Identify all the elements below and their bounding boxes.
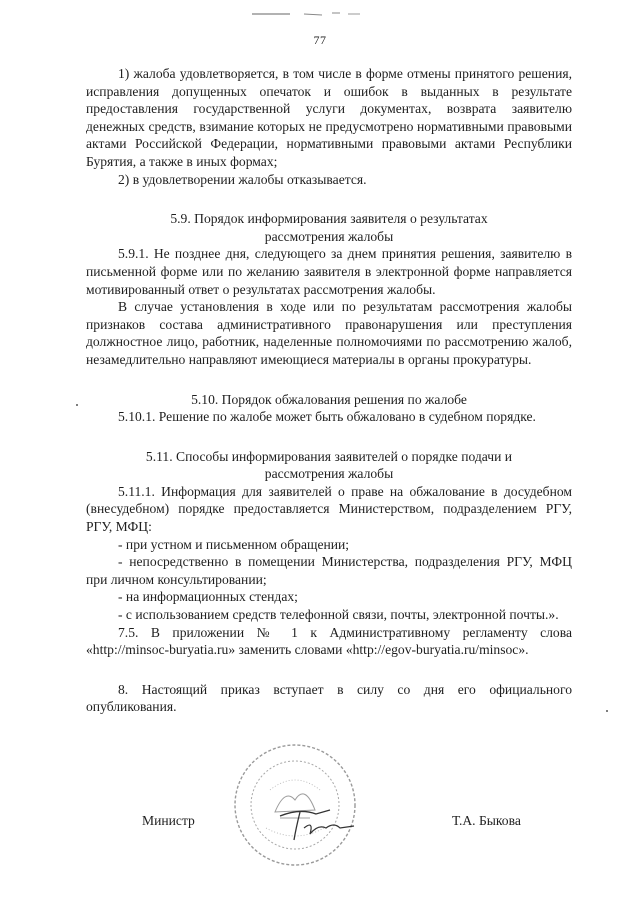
paragraph-8: 8. Настоящий приказ вступает в силу со дня его официального опубликования. bbox=[86, 681, 572, 715]
list-item: - на информационных стендах; bbox=[118, 589, 298, 605]
section-heading-5-10: 5.10. Порядок обжалования решения по жалобе bbox=[191, 391, 467, 407]
paragraph-5-9-1: 5.9.1. Не позднее дня, следующего за днем принятия решения, заявителю в письменной форме или по желанию заявителя в электронной форме направляется мотивированный ответ о результатах рассмотрения жалобы. bbox=[86, 246, 572, 297]
informing-methods-list bbox=[86, 536, 572, 659]
scan-top-marks bbox=[252, 10, 362, 18]
paragraph-5-11-1: 5.11.1. Информация для заявителей о праве на обжалование в досудебном (внесудебном) порядке предоставляется Министерством, подразделением РГУ, РГУ, МФЦ: bbox=[86, 483, 572, 535]
scan-speck bbox=[76, 404, 78, 406]
signature-block bbox=[0, 800, 640, 880]
signatory-title: Министр bbox=[142, 813, 195, 828]
list-item: 7.5. В приложении № 1 к Административному регламенту слова «http://minsoc-buryatia.ru» заменить словами «http://egov-buryatia.ru/minsoc». bbox=[86, 624, 572, 658]
list-item: - с использованием средств телефонной связи, почты, электронной почты.». bbox=[118, 607, 559, 623]
list-item: - при устном и письменном обращении; bbox=[118, 536, 350, 552]
section-heading-5-9: 5.9. Порядок информирования заявителя о результатах рассмотрения жалобы bbox=[170, 211, 488, 244]
paragraph-5-10-1: 5.10.1. Решение по жалобе может быть обжаловано в судебном порядке. bbox=[118, 409, 536, 425]
paragraph-item-2: 2) в удовлетворении жалобы отказывается. bbox=[118, 171, 367, 187]
page-number: 77 bbox=[313, 33, 327, 47]
signatory-name: Т.А. Быкова bbox=[452, 813, 521, 828]
section-heading-5-11: 5.11. Способы информирования заявителей о порядке подачи и рассмотрения жалобы bbox=[145, 448, 513, 482]
document-body bbox=[86, 65, 572, 716]
list-item: - непосредственно в помещении Министерства, подразделения РГУ, МФЦ при личном консультировании; bbox=[86, 554, 572, 587]
paragraph-5-9-2: В случае установления в ходе или по результатам рассмотрения жалобы признаков состава административного правонарушения или преступления должностное лицо, работник, наделенные полномочиями по рассмотрению жалоб, незамедлительно направляют имеющиеся материалы в органы прокуратуры. bbox=[86, 299, 572, 367]
scan-speck bbox=[606, 710, 608, 712]
paragraph-item-1: 1) жалоба удовлетворяется, в том числе в форме отмены принятого решения, исправления допущенных опечаток и ошибок в выданных в результате предоставления государственной услуги документах, возврата заявителю денежных средств, взимание которых не предусмотрено нормативными правовыми актами Российской Федерации, нормативными правовыми актами Республики Бурятия, а также в иных формах; bbox=[86, 66, 572, 169]
